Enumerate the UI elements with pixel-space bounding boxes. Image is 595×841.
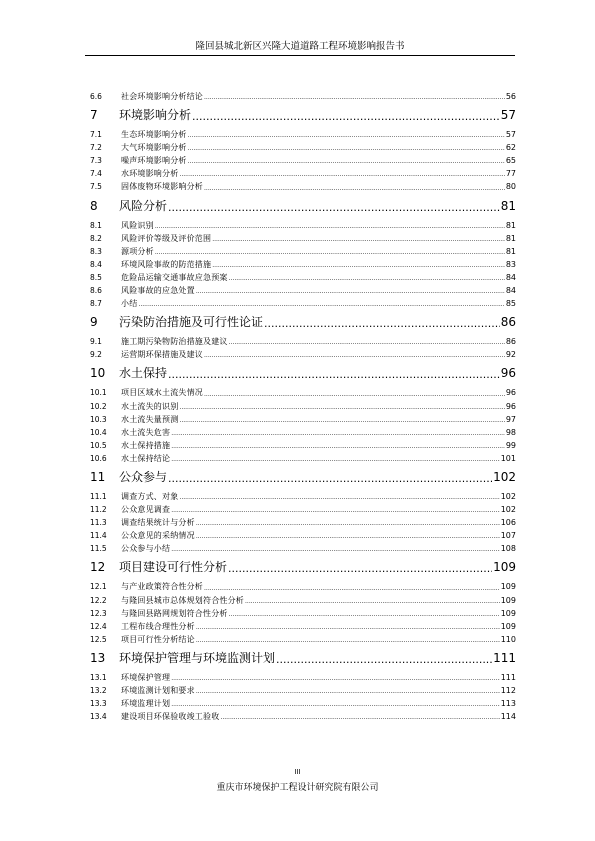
toc-entry-number: 8.5 bbox=[90, 272, 102, 282]
toc-entry-page: 107 bbox=[500, 531, 516, 541]
toc-dot-leader bbox=[196, 286, 505, 297]
toc-entry-number: 8.2 bbox=[90, 233, 102, 243]
toc-chapter-entry[interactable] bbox=[90, 106, 516, 125]
toc-dot-leader bbox=[171, 505, 500, 516]
toc-section-entry[interactable] bbox=[90, 400, 516, 413]
toc-dot-leader bbox=[196, 686, 500, 697]
toc-entry-number: 10.5 bbox=[90, 440, 107, 450]
toc-dot-leader bbox=[155, 221, 505, 232]
toc-dot-leader bbox=[192, 108, 500, 125]
toc-entry-page: 109 bbox=[500, 595, 516, 605]
toc-entry-page: 57 bbox=[500, 108, 516, 123]
toc-dot-leader bbox=[229, 337, 505, 348]
toc-entry-number: 11 bbox=[90, 469, 106, 484]
toc-entry-number: 11.2 bbox=[90, 505, 107, 515]
toc-chapter-entry[interactable] bbox=[90, 649, 516, 668]
toc-section-entry[interactable] bbox=[90, 297, 516, 310]
toc-entry-title: 污染防治措施及可行性论证 bbox=[119, 315, 264, 330]
toc-entry-page: 62 bbox=[505, 143, 516, 153]
toc-entry-page: 114 bbox=[500, 712, 516, 722]
toc-entry-number: 6.6 bbox=[90, 92, 102, 101]
toc-entry-title: 项目可行性分析结论 bbox=[121, 634, 195, 644]
toc-entry-number: 12 bbox=[90, 560, 106, 575]
toc-entry-title: 大气环境影响分析 bbox=[121, 143, 187, 153]
toc-entry-number: 7.2 bbox=[90, 143, 102, 153]
toc-entry-page: 109 bbox=[500, 621, 516, 631]
toc-dot-leader bbox=[212, 234, 505, 245]
toc-dot-leader bbox=[171, 454, 500, 465]
toc-entry-page: 81 bbox=[505, 233, 516, 243]
toc-entry-title: 环境监测计划和要求 bbox=[121, 686, 195, 695]
toc-entry-number: 10.4 bbox=[90, 427, 107, 437]
toc-dot-leader bbox=[204, 183, 505, 194]
toc-entry-title: 危险品运输交通事故应急预案 bbox=[121, 272, 228, 282]
toc-dot-leader bbox=[204, 92, 505, 103]
toc-entry-page: 108 bbox=[500, 544, 516, 554]
toc-entry-number: 11.4 bbox=[90, 531, 107, 541]
toc-entry-title: 公众意见调查 bbox=[121, 505, 171, 515]
toc-entry-number: 9 bbox=[90, 315, 98, 330]
toc-entry-page: 96 bbox=[505, 401, 516, 411]
toc-dot-leader bbox=[188, 143, 505, 154]
toc-dot-leader bbox=[220, 712, 499, 723]
toc-entry-title: 环境保护管理 bbox=[121, 672, 171, 682]
toc-dot-leader bbox=[171, 441, 505, 452]
toc-entry-title: 运营期环保措施及建议 bbox=[121, 350, 203, 360]
toc-entry-title: 公众参与小结 bbox=[121, 544, 171, 554]
toc-dot-leader bbox=[196, 635, 500, 646]
toc-entry-number: 12.4 bbox=[90, 621, 107, 631]
toc-entry-number: 7.3 bbox=[90, 156, 102, 166]
toc-entry-number: 7.5 bbox=[90, 182, 102, 192]
toc-dot-leader bbox=[196, 531, 500, 542]
toc-entry-page: 110 bbox=[500, 634, 516, 644]
toc-entry-number: 13.4 bbox=[90, 712, 107, 722]
toc-entry-number: 11.5 bbox=[90, 544, 107, 554]
toc-entry-page: 81 bbox=[500, 198, 516, 213]
toc-entry-title: 水环境影响分析 bbox=[121, 169, 179, 179]
toc-section-entry[interactable] bbox=[90, 335, 516, 348]
page-number: III bbox=[294, 768, 301, 776]
toc-entry-title: 生态环境影响分析 bbox=[121, 130, 187, 140]
toc-entry-page: 86 bbox=[500, 315, 516, 330]
toc-section-entry[interactable] bbox=[90, 219, 516, 232]
toc-chapter-entry[interactable] bbox=[90, 468, 516, 487]
toc-section-entry[interactable] bbox=[90, 542, 516, 555]
toc-section-entry[interactable] bbox=[90, 633, 516, 646]
toc-entry-page: 111 bbox=[493, 650, 516, 665]
toc-entry-number: 10 bbox=[90, 366, 106, 381]
toc-dot-leader bbox=[204, 350, 505, 361]
toc-entry-title: 源项分析 bbox=[121, 246, 154, 256]
toc-dot-leader bbox=[264, 315, 500, 332]
toc-entry-number: 13.1 bbox=[90, 672, 107, 682]
toc-entry-number: 13 bbox=[90, 650, 106, 665]
toc-dot-leader bbox=[204, 389, 505, 400]
toc-entry-page: 56 bbox=[505, 92, 516, 101]
toc-entry-title: 社会环境影响分析结论 bbox=[121, 92, 203, 101]
toc-entry-number: 7.1 bbox=[90, 130, 102, 140]
toc-entry-title: 环境影响分析 bbox=[119, 108, 192, 123]
toc-dot-leader bbox=[168, 470, 492, 487]
toc-dot-leader bbox=[171, 673, 500, 684]
toc-entry-title: 调查结果统计与分析 bbox=[121, 518, 195, 528]
toc-section-entry[interactable] bbox=[90, 671, 516, 684]
toc-entry-number: 12.1 bbox=[90, 582, 107, 592]
toc-entry-page: 112 bbox=[500, 686, 516, 695]
toc-entry-page: 102 bbox=[500, 505, 516, 515]
toc-section-entry[interactable] bbox=[90, 284, 516, 297]
toc-entry-title: 水土保持 bbox=[119, 366, 168, 381]
table-of-contents bbox=[90, 90, 516, 723]
toc-section-entry[interactable] bbox=[90, 154, 516, 167]
toc-entry-page: 77 bbox=[505, 169, 516, 179]
toc-entry-number: 9.2 bbox=[90, 350, 102, 360]
toc-entry-title: 工程布线合理性分析 bbox=[121, 621, 195, 631]
toc-entry-page: 101 bbox=[500, 453, 516, 463]
toc-entry-page: 80 bbox=[505, 182, 516, 192]
toc-entry-number: 13.2 bbox=[90, 686, 107, 695]
toc-entry-page: 65 bbox=[505, 156, 516, 166]
toc-section-entry[interactable] bbox=[90, 710, 516, 723]
toc-entry-number: 8.4 bbox=[90, 259, 102, 269]
toc-section-entry[interactable] bbox=[90, 490, 516, 503]
toc-entry-number: 11.1 bbox=[90, 491, 107, 501]
toc-section-entry[interactable] bbox=[90, 90, 516, 103]
toc-dot-leader bbox=[204, 583, 500, 594]
toc-entry-title: 水土流失的识别 bbox=[121, 401, 179, 411]
toc-entry-title: 水土流失危害 bbox=[121, 427, 171, 437]
toc-entry-page: 109 bbox=[500, 582, 516, 592]
toc-dot-leader bbox=[171, 428, 505, 439]
toc-entry-number: 9.1 bbox=[90, 337, 102, 347]
toc-section-entry[interactable] bbox=[90, 141, 516, 154]
toc-entry-title: 环境保护管理与环境监测计划 bbox=[119, 650, 276, 665]
toc-dot-leader bbox=[212, 260, 505, 271]
toc-entry-page: 83 bbox=[505, 259, 516, 269]
toc-entry-page: 81 bbox=[505, 246, 516, 256]
toc-dot-leader bbox=[171, 699, 500, 710]
toc-entry-page: 106 bbox=[500, 518, 516, 528]
toc-entry-number: 13.3 bbox=[90, 699, 107, 709]
toc-entry-number: 8.3 bbox=[90, 246, 102, 256]
toc-entry-number: 10.6 bbox=[90, 453, 107, 463]
toc-section-entry[interactable] bbox=[90, 413, 516, 426]
toc-entry-page: 96 bbox=[500, 366, 516, 381]
toc-entry-page: 113 bbox=[500, 699, 516, 709]
toc-section-entry[interactable] bbox=[90, 516, 516, 529]
toc-section-entry[interactable] bbox=[90, 594, 516, 607]
toc-dot-leader bbox=[168, 366, 500, 383]
toc-section-entry[interactable] bbox=[90, 258, 516, 271]
toc-dot-leader bbox=[188, 130, 505, 141]
toc-entry-number: 8.7 bbox=[90, 299, 102, 309]
toc-entry-title: 与产业政策符合性分析 bbox=[121, 582, 203, 592]
footer-organization: 重庆市环境保护工程设计研究院有限公司 bbox=[216, 783, 379, 793]
toc-entry-title: 风险识别 bbox=[121, 220, 154, 230]
toc-entry-title: 建设项目环保验收竣工验收 bbox=[121, 712, 220, 722]
toc-entry-page: 97 bbox=[505, 414, 516, 424]
toc-section-entry[interactable] bbox=[90, 529, 516, 542]
toc-entry-title: 风险分析 bbox=[119, 198, 168, 213]
toc-chapter-entry[interactable] bbox=[90, 558, 516, 577]
toc-entry-title: 环境监理计划 bbox=[121, 699, 171, 709]
toc-section-entry[interactable] bbox=[90, 426, 516, 439]
toc-dot-leader bbox=[229, 273, 505, 284]
toc-dot-leader bbox=[155, 247, 505, 258]
toc-dot-leader bbox=[138, 299, 504, 310]
toc-section-entry[interactable] bbox=[90, 607, 516, 620]
toc-entry-title: 与隆回县路网规划符合性分析 bbox=[121, 608, 228, 618]
toc-entry-title: 调查方式、对象 bbox=[121, 491, 179, 501]
toc-entry-page: 85 bbox=[505, 299, 516, 309]
toc-dot-leader bbox=[196, 622, 500, 633]
toc-chapter-entry[interactable] bbox=[90, 364, 516, 383]
toc-entry-title: 与隆回县城市总体规划符合性分析 bbox=[121, 595, 244, 605]
toc-dot-leader bbox=[179, 492, 499, 503]
toc-section-entry[interactable] bbox=[90, 620, 516, 633]
toc-entry-title: 施工期污染物防治措施及建议 bbox=[121, 337, 228, 347]
toc-entry-page: 81 bbox=[505, 220, 516, 230]
toc-entry-title: 项目建设可行性分析 bbox=[119, 560, 228, 575]
toc-entry-title: 水土保持结论 bbox=[121, 453, 171, 463]
toc-entry-title: 小结 bbox=[121, 299, 138, 309]
toc-entry-title: 公众参与 bbox=[119, 469, 168, 484]
toc-entry-page: 102 bbox=[493, 469, 516, 484]
toc-section-entry[interactable] bbox=[90, 348, 516, 361]
toc-section-entry[interactable] bbox=[90, 167, 516, 180]
toc-dot-leader bbox=[179, 402, 504, 413]
toc-entry-title: 风险事故的应急处置 bbox=[121, 286, 195, 296]
toc-section-entry[interactable] bbox=[90, 386, 516, 399]
toc-section-entry[interactable] bbox=[90, 232, 516, 245]
toc-entry-number: 8 bbox=[90, 198, 98, 213]
toc-section-entry[interactable] bbox=[90, 180, 516, 193]
toc-chapter-entry[interactable] bbox=[90, 197, 516, 216]
toc-section-entry[interactable] bbox=[90, 245, 516, 258]
toc-section-entry[interactable] bbox=[90, 452, 516, 465]
toc-chapter-entry[interactable] bbox=[90, 313, 516, 332]
toc-entry-page: 102 bbox=[500, 491, 516, 501]
toc-dot-leader bbox=[179, 169, 504, 180]
toc-entry-page: 109 bbox=[493, 560, 516, 575]
toc-entry-number: 7 bbox=[90, 108, 98, 123]
toc-dot-leader bbox=[196, 518, 500, 529]
toc-dot-leader bbox=[168, 199, 500, 216]
toc-entry-title: 水土保持措施 bbox=[121, 440, 171, 450]
toc-entry-number: 8.6 bbox=[90, 286, 102, 296]
toc-entry-title: 环境风险事故的防范措施 bbox=[121, 259, 212, 269]
toc-dot-leader bbox=[245, 596, 500, 607]
toc-entry-number: 10.1 bbox=[90, 388, 107, 398]
toc-section-entry[interactable] bbox=[90, 503, 516, 516]
toc-entry-page: 84 bbox=[505, 272, 516, 282]
toc-section-entry[interactable] bbox=[90, 271, 516, 284]
toc-entry-number: 12.2 bbox=[90, 595, 107, 605]
running-header-title: 隆回县城北新区兴隆大道道路工程环境影响报告书 bbox=[195, 41, 405, 52]
toc-section-entry[interactable] bbox=[90, 128, 516, 141]
toc-entry-page: 92 bbox=[505, 350, 516, 360]
toc-section-entry[interactable] bbox=[90, 580, 516, 593]
toc-entry-number: 7.4 bbox=[90, 169, 102, 179]
toc-section-entry[interactable] bbox=[90, 684, 516, 697]
toc-entry-number: 10.2 bbox=[90, 401, 107, 411]
running-header bbox=[85, 38, 515, 56]
toc-entry-page: 84 bbox=[505, 286, 516, 296]
toc-entry-title: 项目区域水土流失情况 bbox=[121, 388, 203, 398]
toc-dot-leader bbox=[171, 544, 500, 555]
toc-entry-page: 98 bbox=[505, 427, 516, 437]
toc-section-entry[interactable] bbox=[90, 439, 516, 452]
toc-dot-leader bbox=[179, 415, 504, 426]
toc-entry-number: 11.3 bbox=[90, 518, 107, 528]
toc-entry-number: 12.5 bbox=[90, 634, 107, 644]
toc-dot-leader bbox=[228, 560, 492, 577]
toc-dot-leader bbox=[188, 156, 505, 167]
toc-entry-page: 57 bbox=[505, 130, 516, 140]
toc-entry-title: 公众意见的采纳情况 bbox=[121, 531, 195, 541]
toc-entry-number: 10.3 bbox=[90, 414, 107, 424]
toc-entry-page: 86 bbox=[505, 337, 516, 347]
toc-entry-page: 111 bbox=[500, 672, 516, 682]
toc-dot-leader bbox=[229, 609, 500, 620]
toc-entry-page: 109 bbox=[500, 608, 516, 618]
toc-entry-page: 96 bbox=[505, 388, 516, 398]
toc-entry-title: 固体废物环境影响分析 bbox=[121, 182, 203, 192]
toc-entry-title: 风险评价等级及评价范围 bbox=[121, 233, 212, 243]
toc-entry-page: 99 bbox=[505, 440, 516, 450]
toc-entry-number: 12.3 bbox=[90, 608, 107, 618]
toc-section-entry[interactable] bbox=[90, 697, 516, 710]
toc-dot-leader bbox=[276, 651, 492, 668]
toc-entry-title: 噪声环境影响分析 bbox=[121, 156, 187, 166]
toc-entry-title: 水土流失量预测 bbox=[121, 414, 179, 424]
toc-entry-number: 8.1 bbox=[90, 220, 102, 230]
